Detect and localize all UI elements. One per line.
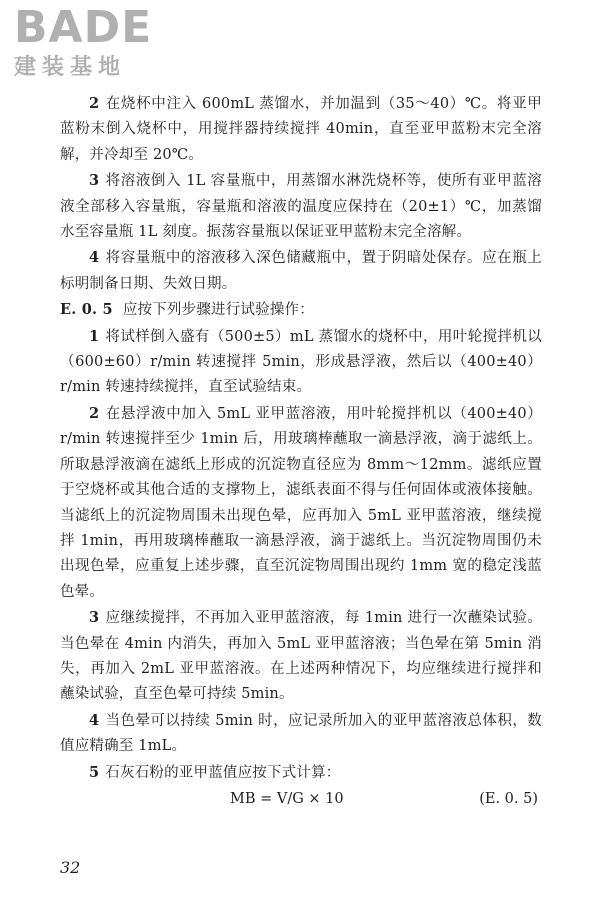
item-number: 3 [89,172,100,190]
step-number: 5 [89,763,100,781]
formula-label: (E. 0. 5) [479,790,538,807]
paragraph-text: 在烧杯中注入 600mL 蒸馏水，并加温到（35～40）℃。将亚甲蓝粉末倒入烧杯中，用搅拌器持续搅拌 40min，直至亚甲蓝粉末完全溶解，并冷却至 20℃。 [60,96,542,163]
paragraph-text: 将容量瓶中的溶液移入深色储藏瓶中，置于阴暗处保存。应在瓶上标明制备日期、失效日期。 [60,250,542,292]
formula-expression: MB = V/G × 10 [230,790,344,807]
paragraph [60,245,542,297]
step-paragraph [60,760,542,786]
page-content [60,91,542,812]
step-paragraph [60,708,542,760]
step-number: 4 [89,711,100,729]
step-paragraph [60,401,542,605]
step-text: 应继续搅拌，不再加入亚甲蓝溶液，每 1min 进行一次蘸染试验。当色晕在 4min 内消失，再加入 5mL 亚甲蓝溶液；当色晕在第 5min 消失，再加入 2mL 亚甲蓝溶液。在上述两种情况下，均应继续进行搅拌和蘸染试验，直至色晕可持续 5min。 [60,610,542,703]
step-number: 3 [89,609,100,627]
watermark-subtitle: 建装基地 [14,55,127,80]
step-text: 在悬浮液中加入 5mL 亚甲蓝溶液，用叶轮搅拌机以（400±40）r/min 转速搅拌至少 1min 后，用玻璃棒蘸取一滴悬浮液，滴于滤纸上。所取悬浮液滴在滤纸上形成的沉淀物直径应为 8mm～12mm。滤纸应置于空烧杯或其他合适的支撑物上，滤纸表面不得与任何固体或液体接触。当滤纸上的沉淀物周围未出现色晕，应再加入 5mL 亚甲蓝溶液，继续搅拌 1min，再用玻璃棒蘸取一滴悬浮液，滴于滤纸上。当沉淀物周围仍未出现色晕，应重复上述步骤，直至沉淀物周围出现约 1mm 宽的稳定浅蓝色晕。 [60,405,542,600]
step-number: 2 [89,404,100,422]
step-text: 当色晕可以持续 5min 时，应记录所加入的亚甲蓝溶液总体积，数值应精确至 1mL。 [60,712,542,755]
formula-row [60,786,542,812]
paragraph-text: 将溶液倒入 1L 容量瓶中，用蒸馏水淋洗烧杯等，使所有亚甲蓝溶液全部移入容量瓶，容量瓶和溶液的温度应保持在（20±1）℃，加蒸馏水至容量瓶 1L 刻度。振荡容量瓶以保证亚甲蓝粉末完全溶解。 [60,173,542,241]
section-text: 应按下列步骤进行试验操作： [122,302,314,319]
step-text: 石灰石粉的亚甲蓝值应按下式计算： [105,764,341,781]
step-text: 将试样倒入盛有（500±5）mL 蒸馏水的烧杯中，用叶轮搅拌机以（600±60）r/min 转速搅拌 5min，形成悬浮液，然后以（400±40）r/min 转速持续搅拌，直至试验结束。 [60,328,542,396]
watermark-logo [14,2,153,80]
page-number: 32 [60,858,81,877]
step-paragraph [60,605,542,708]
paragraph [60,168,542,245]
watermark-brand: BADE [14,2,153,53]
step-number: 1 [89,327,100,345]
section-number: E. 0. 5 [60,301,113,319]
paragraph [60,91,542,168]
item-number: 2 [89,95,100,112]
item-number: 4 [89,249,100,267]
section-heading [60,297,542,323]
step-paragraph [60,324,542,401]
